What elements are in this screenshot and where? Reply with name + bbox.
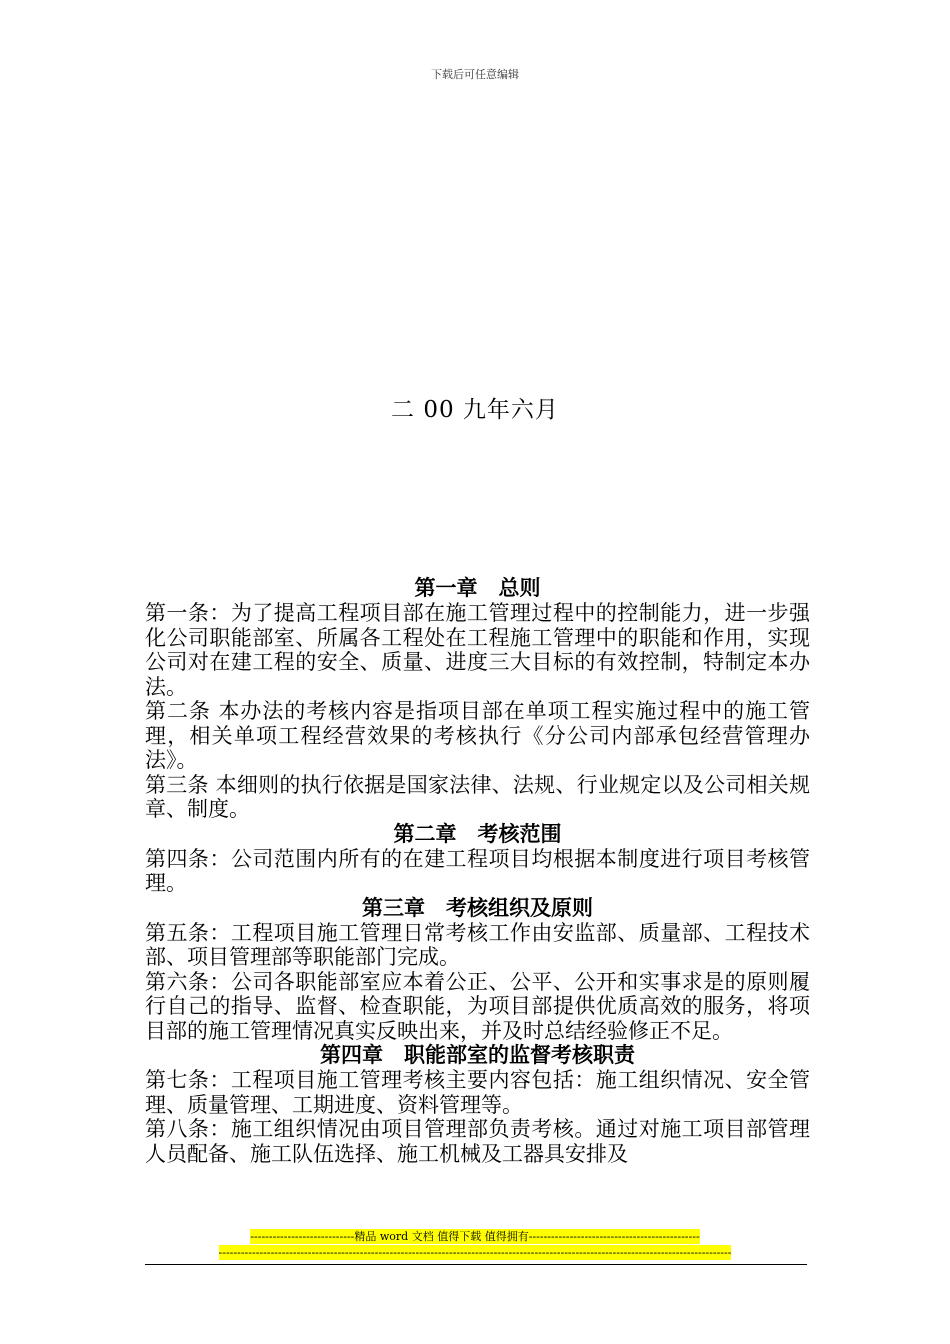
article-paragraph: 第一条：为了提高工程项目部在施工管理过程中的控制能力，进一步强化公司职能部室、所属各工程处在工程施工管理中的职能和作用，实现公司对在建工程的安全、质量、进度三大目标的有效控制，特制定本办法。	[145, 601, 810, 699]
article-paragraph: 第七条：工程项目施工管理考核主要内容包括：施工组织情况、安全管理、质量管理、工期进度、资料管理等。	[145, 1068, 810, 1117]
footer-banner-line-2	[0, 1246, 950, 1259]
article-paragraph: 第三条 本细则的执行依据是国家法律、法规、行业规定以及公司相关规章、制度。	[145, 772, 810, 821]
footer-divider	[145, 1264, 807, 1265]
header-note: 下载后可任意编辑	[431, 68, 519, 81]
article-paragraph: 第二条 本办法的考核内容是指项目部在单项工程实施过程中的施工管理，相关单项工程经营效果的考核执行《分公司内部承包经营管理办法》。	[145, 699, 810, 772]
article-paragraph: 第五条：工程项目施工管理日常考核工作由安监部、质量部、工程技术部、项目管理部等职能部门完成。	[145, 920, 810, 969]
footer-banner-text-1: ----------------------------精品 word 文档 值得下载 值得拥有----------------------------------------------	[250, 1230, 700, 1243]
chapter-heading: 第三章 考核组织及原则	[362, 895, 593, 920]
document-body	[145, 576, 810, 1166]
article-paragraph: 第四条：公司范围内所有的在建工程项目均根据本制度进行项目考核管理。	[145, 846, 810, 895]
chapter-heading: 第一章 总则	[414, 576, 541, 600]
chapter-heading: 第四章 职能部室的监督考核职责	[320, 1043, 635, 1067]
chapter-heading: 第二章 考核范围	[393, 821, 562, 846]
footer-banner-line-1	[0, 1230, 950, 1243]
document-date: 二 00 九年六月	[391, 397, 559, 423]
article-paragraph: 第八条：施工组织情况由项目管理部负责考核。通过对施工项目部管理人员配备、施工队伍选择、施工机械及工器具安排及	[145, 1117, 810, 1166]
article-paragraph: 第六条：公司各职能部室应本着公正、公平、公开和实事求是的原则履行自己的指导、监督、检查职能，为项目部提供优质高效的服务，将项目部的施工管理情况真实反映出来，并及时总结经验修正不足。	[145, 969, 810, 1043]
footer-banner-text-2: ------------------------------------------------------------------------------------------------------------------------------------------	[218, 1246, 732, 1259]
